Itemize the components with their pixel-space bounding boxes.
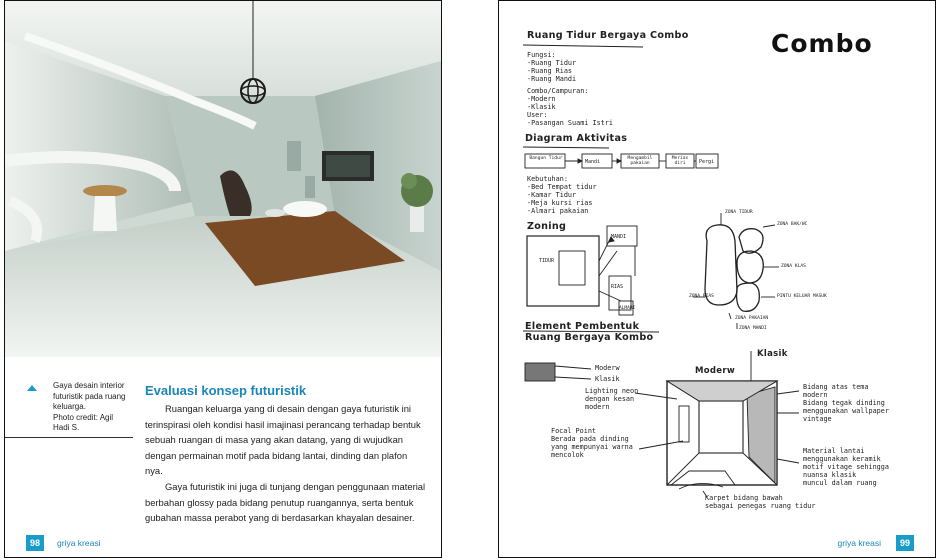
note-line: Karpet bidang bawah [705, 494, 783, 502]
note-line: menggunakan keramik [803, 455, 881, 463]
section-title: Evaluasi konsep futuristik [145, 383, 307, 398]
campuran-item: -Modern [527, 95, 556, 103]
caption-line: futuristik pada ruang [53, 391, 126, 401]
kebutuhan-item: -Almari pakaian [527, 207, 589, 215]
fungsi-item: -Ruang Tidur [527, 59, 577, 67]
carpet-note [705, 494, 816, 510]
campuran-block [527, 87, 613, 127]
note-line: menggunakan wallpaper [803, 407, 889, 415]
caption-line: keluarga. [53, 402, 86, 411]
magazine-name: griya kreasi [57, 538, 101, 548]
zoning-label: ALMARI [619, 306, 636, 311]
fungsi-item: -Ruang Rias [527, 67, 573, 75]
zoning-title: Zoning [527, 221, 567, 232]
kebutuhan-item: -Bed Tempat tidur [527, 183, 597, 191]
kebutuhan-item: -Kamar Tidur [527, 191, 577, 199]
zoning-label: MANDI [611, 234, 627, 240]
campuran-label: Combo/Campuran: [527, 87, 589, 95]
note-line: Bidang tegak dinding [803, 399, 885, 407]
fungsi-block [527, 51, 576, 83]
legend-label: Moderw [595, 364, 620, 372]
zone-note: ZONA MANDI [739, 326, 767, 331]
note-line: motif vitage sehingga [803, 463, 889, 471]
fungsi-item: -Ruang Mandi [527, 75, 577, 83]
diagram-box-label: Mandi [585, 159, 601, 165]
note-line: yang mempunyai warna [551, 443, 633, 451]
photo-caption [53, 381, 131, 434]
note-line: mencolok [551, 451, 584, 459]
page-gutter [442, 0, 498, 560]
page-title: Combo [771, 29, 873, 58]
note-line: muncul dalam ruang [803, 479, 877, 487]
diagram-box-label: Mengambil pakaian [627, 156, 653, 166]
magazine-name: griya kreasi [837, 538, 881, 548]
user-label: User: [527, 111, 548, 119]
caption-arrow-icon [27, 385, 37, 391]
legend-label: Klasik [595, 375, 620, 383]
interior-render-image [5, 1, 441, 357]
zone-note: ZONA RIAS [689, 294, 714, 299]
diagram-box-label: Pergi [699, 159, 715, 165]
lighting-note [585, 387, 638, 411]
zone-note: ZONA KLAS [781, 264, 806, 269]
zone-note: ZONA PAKAIAN [735, 316, 769, 321]
article-body [145, 401, 427, 526]
paragraph: Gaya futuristik ini juga di tunjang dengan penggunaan material berbahan glossy pada bidang penutup ruangannya, serta bentuk gubahan massa perabot yang di berdasarkan khayalan desainer. [145, 480, 426, 524]
kebutuhan-label: Kebutuhan: [527, 175, 568, 183]
focal-note [551, 427, 633, 459]
right-page [498, 0, 936, 558]
note-line: modern [585, 403, 610, 411]
note-line: Bidang atas tema [803, 383, 869, 391]
element-title: Element Pembentuk Ruang Bergaya Kombo [525, 321, 654, 343]
fungsi-label: Fungsi: [527, 51, 556, 59]
zone-note: ZONA BAK/WC [777, 222, 808, 227]
left-page [4, 0, 442, 558]
zoning-label: TIDUR [539, 258, 555, 264]
note-line: modern [803, 391, 828, 399]
caption-line: Gaya desain interior [53, 381, 125, 390]
campuran-item: -Klasik [527, 103, 556, 111]
zone-note: ZONA TIDUR [725, 210, 753, 215]
photo-credit: Photo credit: Agil Hadi S. [53, 412, 114, 432]
wall-note [803, 383, 889, 423]
interior-photo [5, 1, 441, 357]
note-line: sebagai penegas ruang tidur [705, 502, 816, 510]
page-number: 98 [26, 535, 44, 551]
kebutuhan-block [527, 175, 597, 215]
page-number: 99 [896, 535, 914, 551]
kebutuhan-item: -Meja kursi rias [527, 199, 593, 207]
user-item: -Pasangan Suami Istri [527, 119, 613, 127]
persp-label-klasik: Klasik [757, 349, 788, 359]
paragraph: Ruangan keluarga yang di desain dengan gaya futuristik ini terinspirasi oleh kondisi hasil imajinasi perancang terhadap bentuk sebuah ruangan di masa yang akan datang, yang di wujudkan dengan permainan motif pada bidang lantai, dinding dan plafon nya. [145, 403, 421, 477]
persp-label-moderw: Moderw [695, 366, 735, 376]
note-line: Focal Point [551, 427, 597, 435]
note-line: vintage [803, 415, 832, 423]
diagram-title: Diagram Aktivitas [525, 133, 628, 144]
note-line: Berada pada dinding [551, 435, 629, 443]
note-line: dengan kesan [585, 395, 635, 403]
zone-note: PINTU KELUAR MASUK [777, 294, 827, 299]
diagram-box-label: Merias diri [671, 156, 689, 166]
note-line: nuansa klasik [803, 471, 857, 479]
note-line: Material lantai [803, 447, 865, 455]
caption-divider [5, 437, 133, 438]
floor-note [803, 447, 889, 487]
zoning-label: RIAS [611, 284, 624, 290]
diagram-box-label: Bangun Tidur [529, 156, 563, 161]
note-line: Lighting neon [585, 387, 639, 395]
sketch-heading: Ruang Tidur Bergaya Combo [527, 30, 689, 41]
